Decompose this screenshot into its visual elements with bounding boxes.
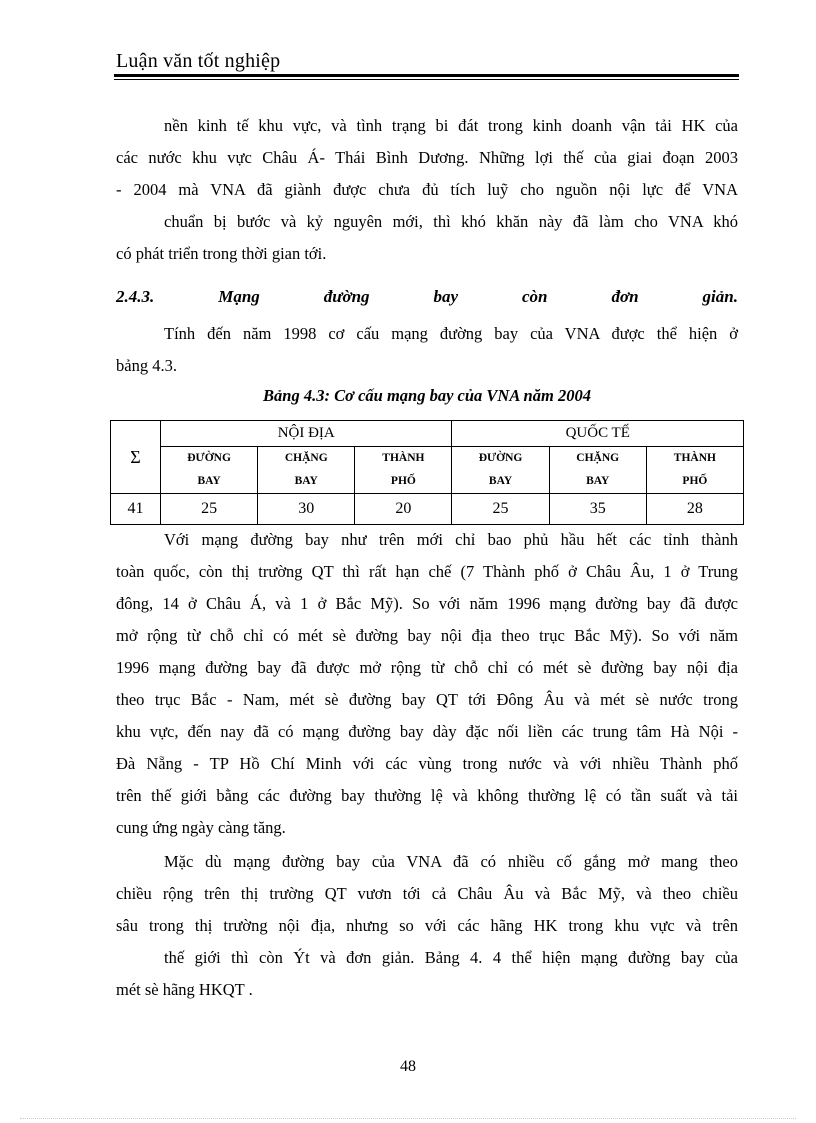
header-rule-thin	[114, 79, 739, 80]
section-word: đơn	[611, 287, 639, 306]
para4-line: Mặc dù mạng đường bay của VNA đã có nhiều cố gắng mở mang theo	[164, 852, 738, 871]
para2-line: Tính đến năm 1998 cơ cấu mạng đường bay của VNA được thể hiện ở	[164, 324, 738, 343]
para1-line: các nước khu vực Châu Á- Thái Bình Dương. Những lợi thế của giai đoạn 2003	[116, 148, 738, 167]
para1-line: có phát triển trong thời gian tới.	[116, 244, 327, 263]
page-number: 48	[400, 1058, 416, 1075]
para3-line: Với mạng đường bay như trên mới chỉ bao phủ hầu hết các tỉnh thành	[164, 530, 738, 549]
domestic-cities-header: THÀNH PHỐ	[355, 447, 452, 494]
para3-line: trên thế giới bằng các đường bay thường lệ và không thường lệ có tần suất và tải	[116, 786, 738, 805]
section-word: bay	[433, 287, 459, 306]
para3-line: mở rộng từ chỗ chỉ có mét sè đường bay nội địa theo trục Bắc Mỹ). So với năm	[116, 626, 738, 645]
section-word: còn	[522, 287, 548, 306]
para3-line: đông, 14 ở Châu Á, và 1 ở Bắc Mỹ). So với năm 1996 mạng đường bay đã được	[116, 594, 738, 613]
table-cell: 20	[355, 494, 452, 525]
table-cell: 30	[258, 494, 355, 525]
international-group-header: QUỐC TẾ	[452, 421, 744, 447]
domestic-group-header: NỘI ĐỊA	[161, 421, 452, 447]
table-cell: 25	[452, 494, 549, 525]
table-cell: 35	[549, 494, 646, 525]
para4-line: chiều rộng trên thị trường QT vươn tới cả Châu Âu và Bắc Mỹ, và theo chiều	[116, 884, 738, 903]
para2-line: bảng 4.3.	[116, 356, 177, 375]
para1-line: chuẩn bị bước và kỷ nguyên mới, thì khó khăn này đã làm cho VNA khó	[164, 212, 738, 231]
table-row	[111, 494, 744, 525]
section-word: Mạng	[218, 287, 260, 306]
domestic-routes-header: ĐƯỜNG BAY	[161, 447, 258, 494]
running-header: Luận văn tốt nghiệp	[116, 50, 281, 72]
table-caption: Bảng 4.3: Cơ cấu mạng bay của VNA năm 2004	[263, 386, 591, 405]
route-network-table	[110, 420, 744, 525]
para4-line: mét sè hãng HKQT .	[116, 980, 253, 999]
para4-line: sâu trong thị trường nội địa, nhưng so với các hãng HK trong khu vực và trên	[116, 916, 738, 935]
para3-line: cung ứng ngày càng tăng.	[116, 818, 286, 837]
section-heading	[116, 287, 738, 307]
international-cities-header: THÀNH PHỐ	[646, 447, 743, 494]
international-routes-header: ĐƯỜNG BAY	[452, 447, 549, 494]
para3-line: khu vực, đến nay đã có mạng đường bay dày đặc nối liền các trung tâm Hà Nội -	[116, 722, 738, 741]
section-word: giản.	[702, 287, 738, 306]
para3-line: 1996 mạng đường bay đã được mở rộng từ chỗ chỉ có mét sè đường bay nội địa	[116, 658, 738, 677]
table-cell: 25	[161, 494, 258, 525]
para3-line: theo trục Bắc - Nam, mét sè đường bay QT tới Đông Âu và mét sè nước trong	[116, 690, 738, 709]
section-word: đường	[323, 287, 370, 306]
para3-line: Đà Nẵng - TP Hồ Chí Minh với các vùng trong nước và với nhiều Thành phố	[116, 754, 738, 773]
section-number: 2.4.3.	[116, 287, 155, 306]
para1-line: - 2004 mà VNA đã giành được chưa đủ tích luỹ cho nguồn nội lực để VNA	[116, 180, 738, 199]
para3-line: toàn quốc, còn thị trường QT thì rất hạn chế (7 Thành phố ở Châu Âu, 1 ở Trung	[116, 562, 738, 581]
international-legs-header: CHẶNG BAY	[549, 447, 646, 494]
para4-line: thế giới thì còn Ýt và đơn giản. Bảng 4. 4 thể hiện mạng đường bay của	[164, 948, 738, 967]
page-edge-divider	[20, 1118, 796, 1119]
para1-line: nền kinh tế khu vực, và tình trạng bi đát trong kinh doanh vận tải HK của	[164, 116, 738, 135]
table-cell: 28	[646, 494, 743, 525]
domestic-legs-header: CHẶNG BAY	[258, 447, 355, 494]
sigma-header: Σ	[111, 421, 161, 494]
header-rule-thick	[114, 74, 739, 77]
table-cell: 41	[111, 494, 161, 525]
